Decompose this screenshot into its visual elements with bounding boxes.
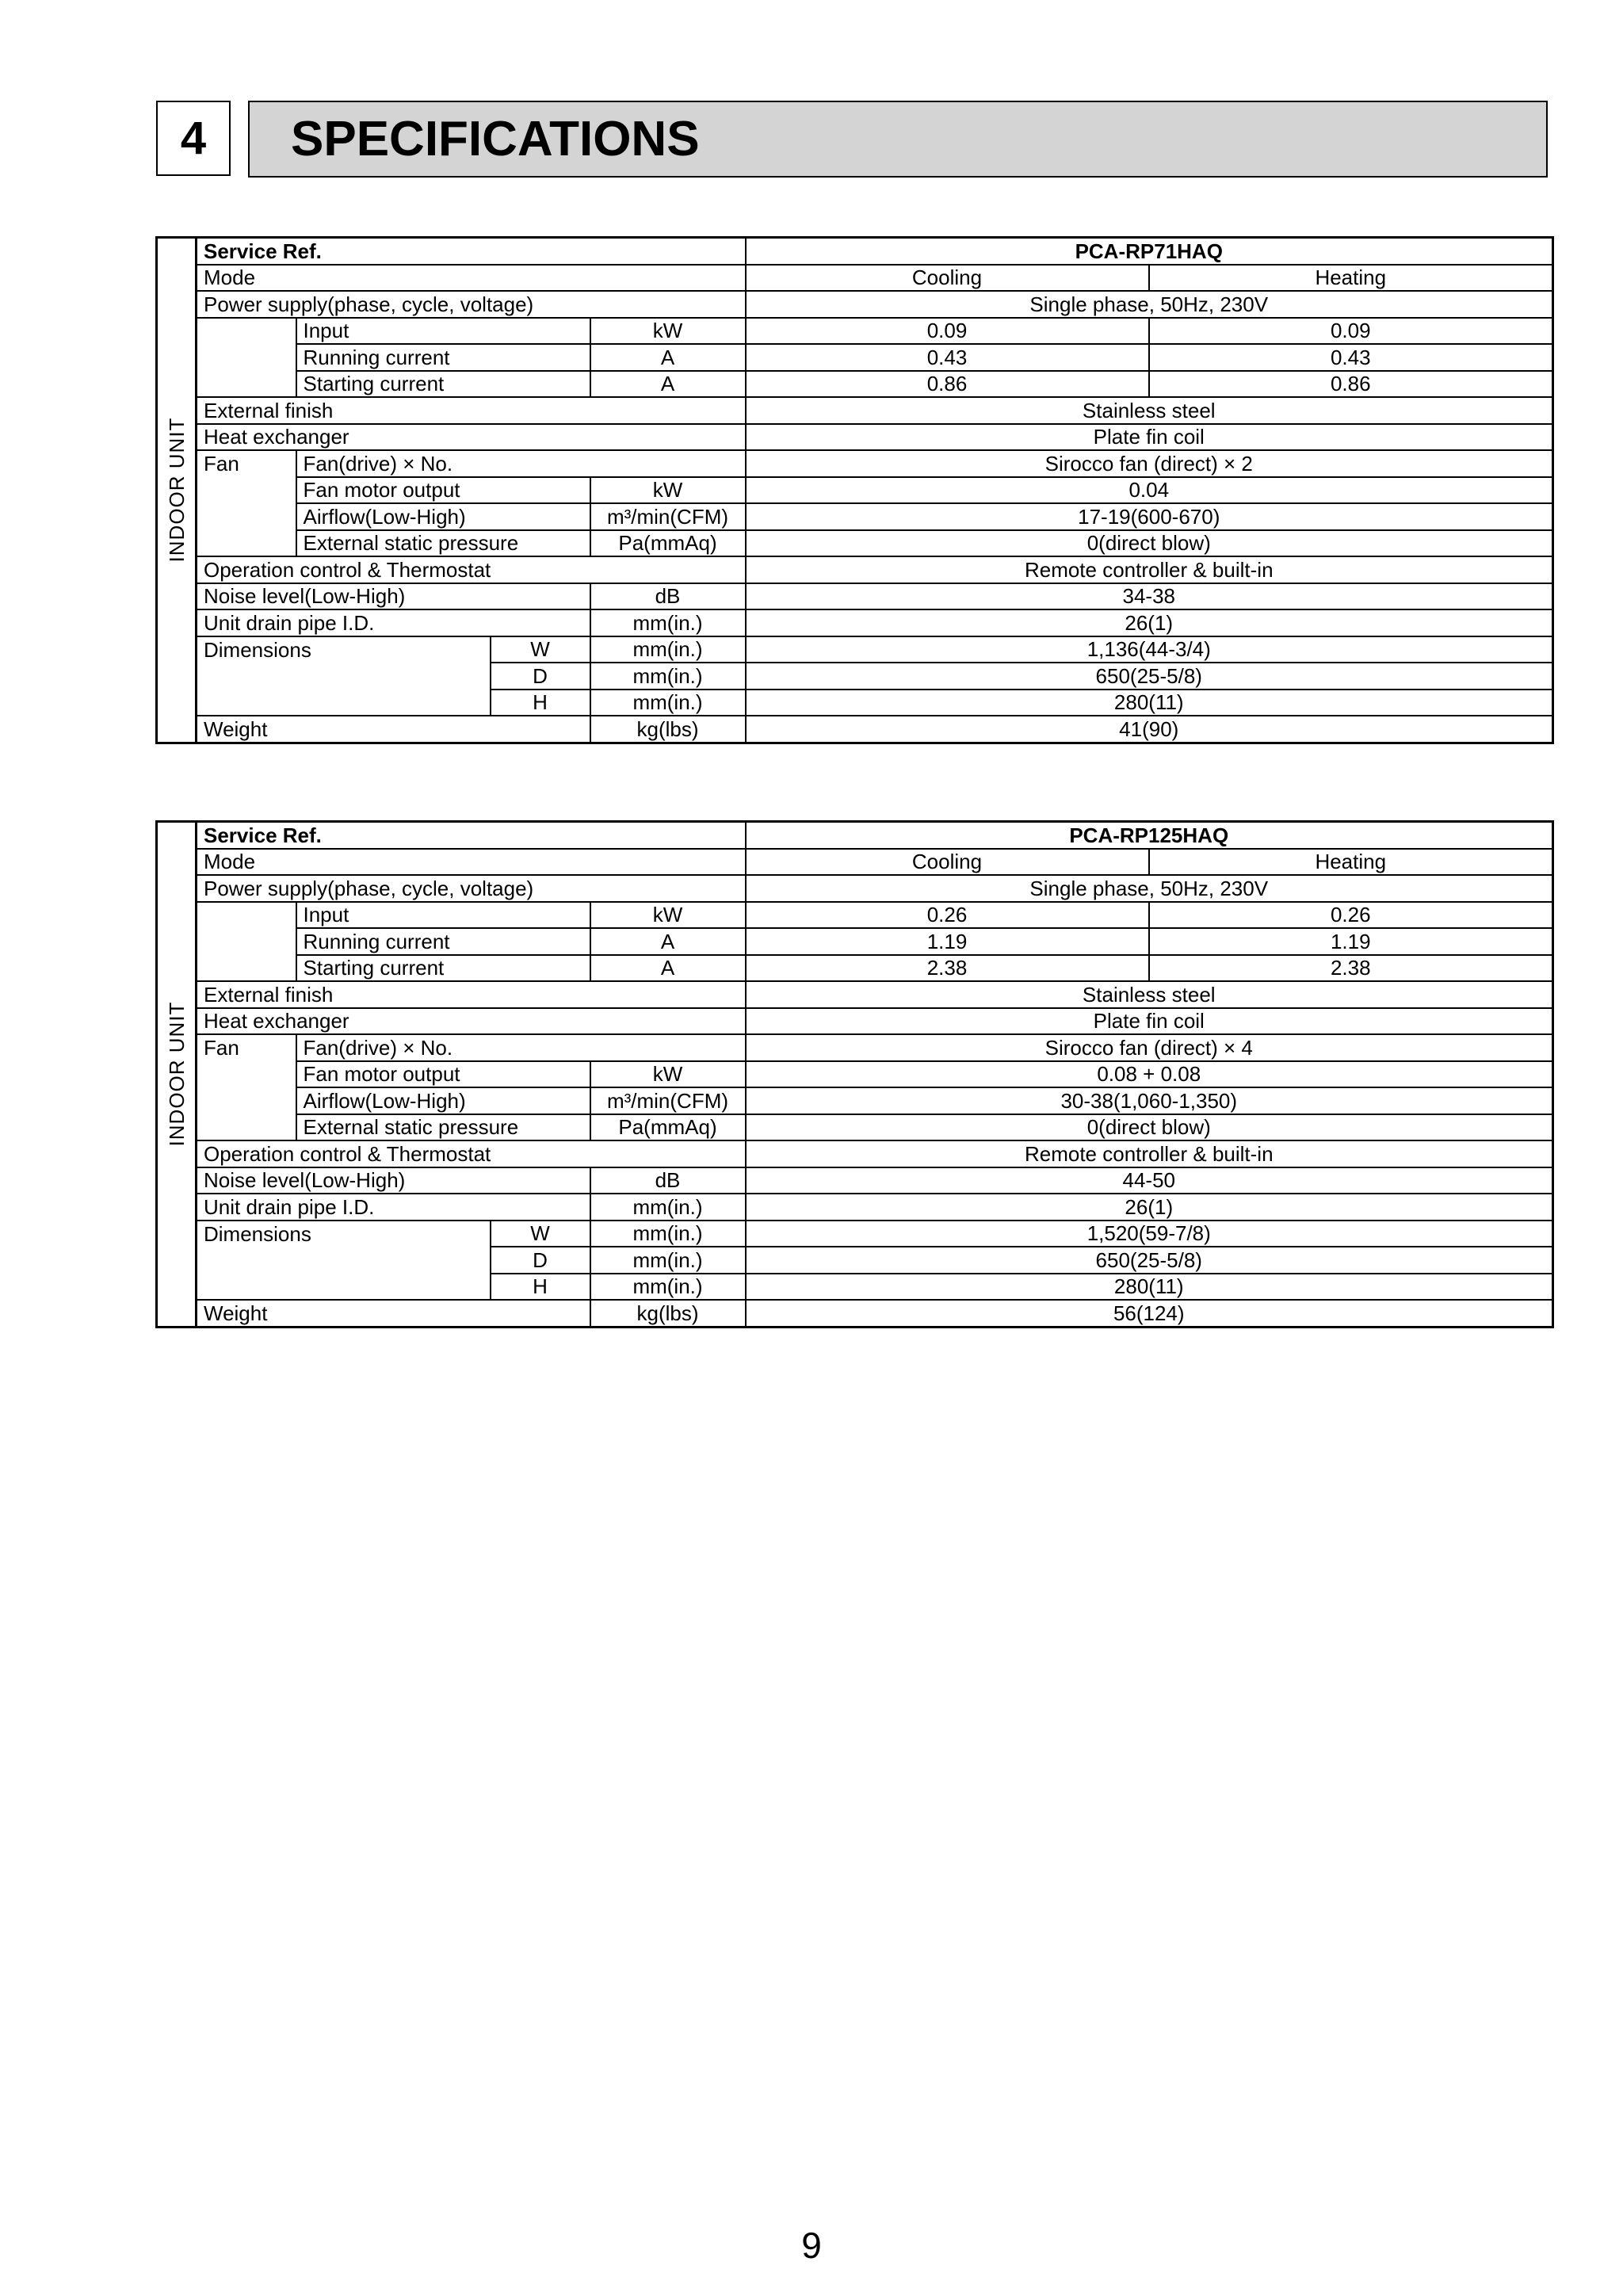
drain-pipe-label: Unit drain pipe I.D. xyxy=(197,609,590,636)
fan-motor-output-label: Fan motor output xyxy=(296,477,590,504)
dim-h-unit: mm(in.) xyxy=(590,690,746,716)
table-row xyxy=(157,530,1553,557)
drain-pipe-value: 26(1) xyxy=(746,609,1553,636)
table-row xyxy=(157,318,1553,345)
table-row xyxy=(157,291,1553,318)
spacer-cell xyxy=(197,344,296,371)
running-current-cooling: 1.19 xyxy=(746,928,1149,955)
power-supply-value: Single phase, 50Hz, 230V xyxy=(746,875,1553,902)
fan-motor-output-label: Fan motor output xyxy=(296,1061,590,1088)
table-row xyxy=(157,477,1553,504)
spacer-cell xyxy=(197,530,296,557)
spacer-cell xyxy=(197,477,296,504)
airflow-value: 17-19(600-670) xyxy=(746,503,1553,530)
table-row xyxy=(157,1167,1553,1194)
table-row xyxy=(157,238,1553,265)
airflow-unit: m³/min(CFM) xyxy=(590,1087,746,1114)
external-finish-label: External finish xyxy=(197,397,746,424)
service-ref-label: Service Ref. xyxy=(197,822,746,849)
starting-current-unit: A xyxy=(590,371,746,398)
heat-exchanger-label: Heat exchanger xyxy=(197,424,746,451)
side-label-cell xyxy=(157,238,197,743)
dim-h-label: H xyxy=(491,690,590,716)
operation-control-value: Remote controller & built-in xyxy=(746,1140,1553,1167)
heat-exchanger-value: Plate fin coil xyxy=(746,424,1553,451)
spacer-cell xyxy=(197,1114,296,1141)
fan-motor-output-unit: kW xyxy=(590,477,746,504)
table-row xyxy=(157,902,1553,929)
running-current-label: Running current xyxy=(296,344,590,371)
weight-value: 56(124) xyxy=(746,1300,1553,1327)
input-heating: 0.26 xyxy=(1149,902,1553,929)
table-row xyxy=(157,1114,1553,1141)
dim-w-value: 1,520(59-7/8) xyxy=(746,1221,1553,1247)
table-row xyxy=(157,1087,1553,1114)
spacer-cell xyxy=(197,1247,491,1274)
side-label-cell xyxy=(157,822,197,1328)
table-row xyxy=(157,690,1553,716)
page-number: 9 xyxy=(801,2225,822,2266)
spacer-cell xyxy=(197,663,491,690)
table-row xyxy=(157,371,1553,398)
table-row xyxy=(157,503,1553,530)
section-title: SPECIFICATIONS xyxy=(248,101,1548,178)
noise-level-value: 44-50 xyxy=(746,1167,1553,1194)
static-pressure-label: External static pressure xyxy=(296,530,590,557)
table-row xyxy=(157,1008,1553,1035)
spec-table-2 xyxy=(155,820,1554,1328)
running-current-heating: 0.43 xyxy=(1149,344,1553,371)
spacer-cell xyxy=(197,371,296,398)
spacer-cell xyxy=(197,318,296,345)
weight-label: Weight xyxy=(197,716,590,743)
running-current-cooling: 0.43 xyxy=(746,344,1149,371)
table-row xyxy=(157,344,1553,371)
table-row xyxy=(157,450,1553,477)
dim-w-unit: mm(in.) xyxy=(590,636,746,663)
service-ref-label: Service Ref. xyxy=(197,238,746,265)
mode-heating: Heating xyxy=(1149,265,1553,292)
operation-control-value: Remote controller & built-in xyxy=(746,556,1553,583)
fan-drive-label: Fan(drive) × No. xyxy=(296,1034,746,1061)
side-label: INDOOR UNIT xyxy=(164,417,189,563)
table-row xyxy=(157,609,1553,636)
table-row xyxy=(157,1034,1553,1061)
table-row xyxy=(157,849,1553,876)
table-row xyxy=(157,716,1553,743)
external-finish-value: Stainless steel xyxy=(746,981,1553,1008)
operation-control-label: Operation control & Thermostat xyxy=(197,556,746,583)
input-cooling: 0.09 xyxy=(746,318,1149,345)
static-pressure-label: External static pressure xyxy=(296,1114,590,1141)
mode-label: Mode xyxy=(197,265,746,292)
dimensions-label: Dimensions xyxy=(197,636,491,663)
input-unit: kW xyxy=(590,902,746,929)
starting-current-cooling: 0.86 xyxy=(746,371,1149,398)
spacer-cell xyxy=(197,690,491,716)
spacer-cell xyxy=(197,1274,491,1301)
power-supply-value: Single phase, 50Hz, 230V xyxy=(746,291,1553,318)
section-number: 4 xyxy=(156,101,231,176)
static-pressure-value: 0(direct blow) xyxy=(746,530,1553,557)
table-row xyxy=(157,981,1553,1008)
heat-exchanger-label: Heat exchanger xyxy=(197,1008,746,1035)
running-current-unit: A xyxy=(590,928,746,955)
table-row xyxy=(157,397,1553,424)
external-finish-value: Stainless steel xyxy=(746,397,1553,424)
model-name: PCA-RP125HAQ xyxy=(746,822,1553,849)
heat-exchanger-value: Plate fin coil xyxy=(746,1008,1553,1035)
drain-pipe-unit: mm(in.) xyxy=(590,1194,746,1221)
power-supply-label: Power supply(phase, cycle, voltage) xyxy=(197,291,746,318)
table-row xyxy=(157,1274,1553,1301)
running-current-unit: A xyxy=(590,344,746,371)
fan-motor-output-unit: kW xyxy=(590,1061,746,1088)
spacer-cell xyxy=(197,1087,296,1114)
input-cooling: 0.26 xyxy=(746,902,1149,929)
weight-label: Weight xyxy=(197,1300,590,1327)
dimensions-label: Dimensions xyxy=(197,1221,491,1247)
weight-value: 41(90) xyxy=(746,716,1553,743)
fan-drive-value: Sirocco fan (direct) × 2 xyxy=(746,450,1553,477)
dim-d-unit: mm(in.) xyxy=(590,1247,746,1274)
running-current-heating: 1.19 xyxy=(1149,928,1553,955)
dim-d-value: 650(25-5/8) xyxy=(746,1247,1553,1274)
starting-current-heating: 2.38 xyxy=(1149,955,1553,982)
side-label: INDOOR UNIT xyxy=(164,1001,189,1147)
mode-cooling: Cooling xyxy=(746,265,1149,292)
dim-h-unit: mm(in.) xyxy=(590,1274,746,1301)
dim-d-value: 650(25-5/8) xyxy=(746,663,1553,690)
dim-w-label: W xyxy=(491,1221,590,1247)
running-current-label: Running current xyxy=(296,928,590,955)
mode-label: Mode xyxy=(197,849,746,876)
table-row xyxy=(157,822,1553,849)
drain-pipe-unit: mm(in.) xyxy=(590,609,746,636)
fan-label: Fan xyxy=(197,450,296,477)
fan-motor-output-value: 0.08 + 0.08 xyxy=(746,1061,1553,1088)
spacer-cell xyxy=(197,503,296,530)
mode-cooling: Cooling xyxy=(746,849,1149,876)
input-unit: kW xyxy=(590,318,746,345)
dim-h-label: H xyxy=(491,1274,590,1301)
drain-pipe-label: Unit drain pipe I.D. xyxy=(197,1194,590,1221)
dim-h-value: 280(11) xyxy=(746,690,1553,716)
dim-h-value: 280(11) xyxy=(746,1274,1553,1301)
table-row xyxy=(157,583,1553,610)
table-row xyxy=(157,265,1553,292)
table-row xyxy=(157,636,1553,663)
dim-w-unit: mm(in.) xyxy=(590,1221,746,1247)
dim-w-label: W xyxy=(491,636,590,663)
spacer-cell xyxy=(197,902,296,929)
noise-level-label: Noise level(Low-High) xyxy=(197,1167,590,1194)
airflow-value: 30-38(1,060-1,350) xyxy=(746,1087,1553,1114)
table-row xyxy=(157,928,1553,955)
external-finish-label: External finish xyxy=(197,981,746,1008)
dim-w-value: 1,136(44-3/4) xyxy=(746,636,1553,663)
table-row xyxy=(157,1061,1553,1088)
fan-motor-output-value: 0.04 xyxy=(746,477,1553,504)
input-label: Input xyxy=(296,902,590,929)
spacer-cell xyxy=(197,1061,296,1088)
table-row xyxy=(157,663,1553,690)
fan-drive-label: Fan(drive) × No. xyxy=(296,450,746,477)
table-row xyxy=(157,955,1553,982)
noise-level-unit: dB xyxy=(590,583,746,610)
dim-d-label: D xyxy=(491,1247,590,1274)
starting-current-label: Starting current xyxy=(296,955,590,982)
model-name: PCA-RP71HAQ xyxy=(746,238,1553,265)
power-supply-label: Power supply(phase, cycle, voltage) xyxy=(197,875,746,902)
dim-d-unit: mm(in.) xyxy=(590,663,746,690)
static-pressure-unit: Pa(mmAq) xyxy=(590,1114,746,1141)
airflow-unit: m³/min(CFM) xyxy=(590,503,746,530)
input-heating: 0.09 xyxy=(1149,318,1553,345)
static-pressure-unit: Pa(mmAq) xyxy=(590,530,746,557)
fan-drive-value: Sirocco fan (direct) × 4 xyxy=(746,1034,1553,1061)
dim-d-label: D xyxy=(491,663,590,690)
spacer-cell xyxy=(197,928,296,955)
airflow-label: Airflow(Low-High) xyxy=(296,1087,590,1114)
table-row xyxy=(157,1247,1553,1274)
weight-unit: kg(lbs) xyxy=(590,1300,746,1327)
table-row xyxy=(157,1194,1553,1221)
table-row xyxy=(157,424,1553,451)
starting-current-label: Starting current xyxy=(296,371,590,398)
mode-heating: Heating xyxy=(1149,849,1553,876)
table-row xyxy=(157,1300,1553,1327)
table-row xyxy=(157,556,1553,583)
table-row xyxy=(157,1140,1553,1167)
table-row xyxy=(157,1221,1553,1247)
noise-level-label: Noise level(Low-High) xyxy=(197,583,590,610)
table-row xyxy=(157,875,1553,902)
noise-level-unit: dB xyxy=(590,1167,746,1194)
spec-table-1 xyxy=(155,236,1554,744)
static-pressure-value: 0(direct blow) xyxy=(746,1114,1553,1141)
starting-current-cooling: 2.38 xyxy=(746,955,1149,982)
input-label: Input xyxy=(296,318,590,345)
operation-control-label: Operation control & Thermostat xyxy=(197,1140,746,1167)
weight-unit: kg(lbs) xyxy=(590,716,746,743)
starting-current-unit: A xyxy=(590,955,746,982)
drain-pipe-value: 26(1) xyxy=(746,1194,1553,1221)
spacer-cell xyxy=(197,955,296,982)
fan-label: Fan xyxy=(197,1034,296,1061)
noise-level-value: 34-38 xyxy=(746,583,1553,610)
airflow-label: Airflow(Low-High) xyxy=(296,503,590,530)
starting-current-heating: 0.86 xyxy=(1149,371,1553,398)
